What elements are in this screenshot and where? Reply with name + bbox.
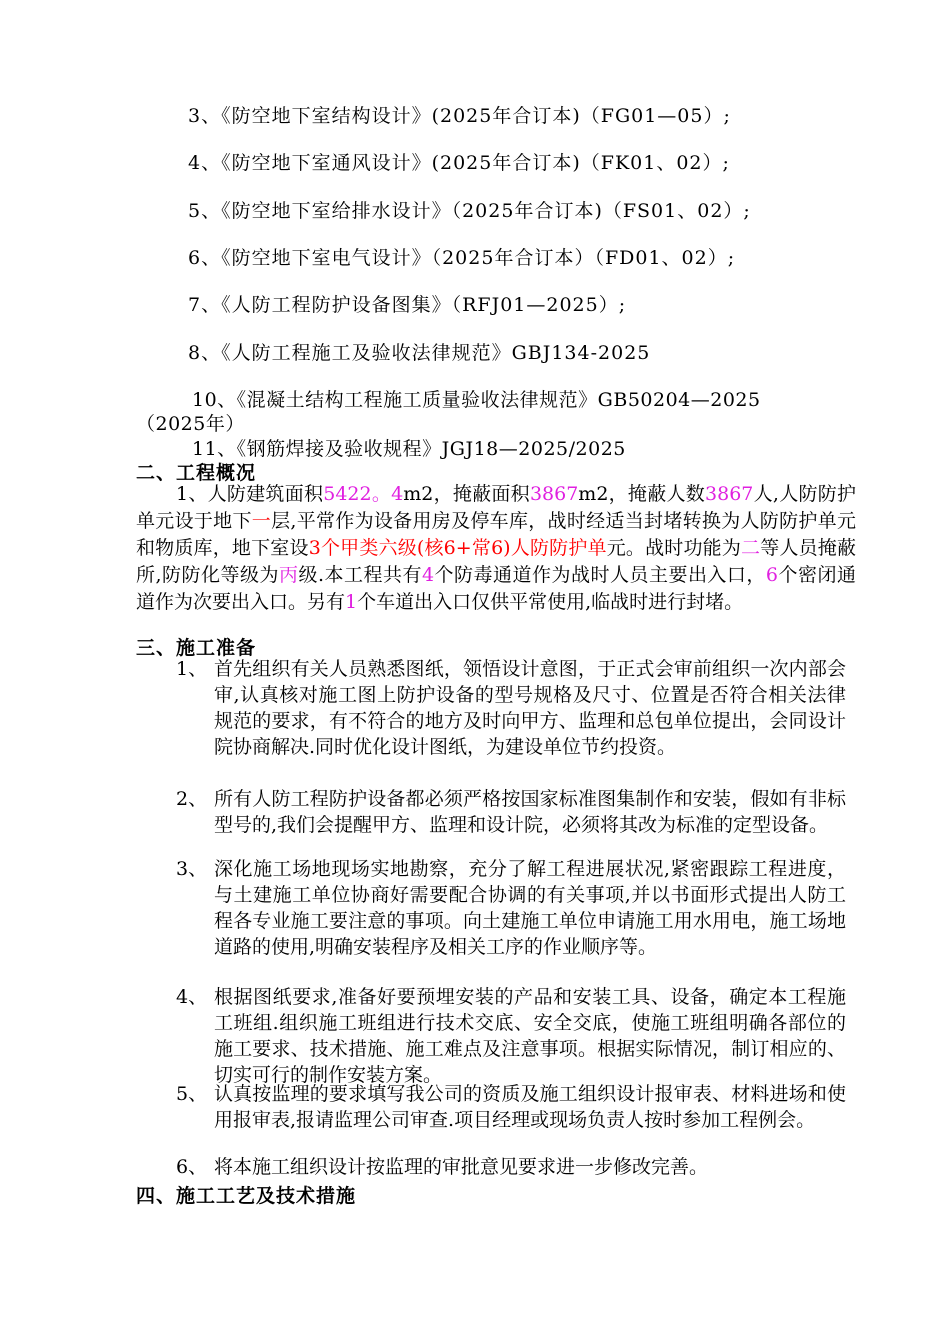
reference-item-6: 6、《防空地下室电气设计》（2025年合订本）（FD01、02）; bbox=[188, 247, 736, 269]
list-item-number: 5、 bbox=[176, 1083, 208, 1105]
value-main-exits: 4 bbox=[421, 564, 435, 586]
value-shelter-class: 二 bbox=[741, 537, 761, 559]
section-heading-overview: 二、工程概况 bbox=[136, 462, 257, 484]
list-item-number: 6、 bbox=[176, 1156, 208, 1178]
section-heading-preparation: 三、施工准备 bbox=[136, 637, 257, 659]
list-item-text: 将本施工组织设计按监理的审批意见要求进一步修改完善。 bbox=[214, 1156, 709, 1178]
list-item-text: 根据图纸要求,准备好要预埋安装的产品和安装工具、设备，确定本工程施工班组.组织施工班组进行技术交底、安全交底，使施工班组明确各部位的施工要求、技术措施、施工难点及注意事项。根据实际情况，制订相应的、切实可行的制作安装方案。 bbox=[214, 986, 846, 1086]
reference-item-8: 8、《人防工程施工及验收法律规范》GBJ134-2025 bbox=[188, 342, 651, 364]
reference-item-11: 11、《钢筋焊接及验收规程》JGJ18—2025/2025 bbox=[192, 438, 626, 460]
reference-item-10-continuation: （2025年） bbox=[136, 413, 245, 435]
value-chemical-grade: 丙 bbox=[278, 564, 299, 586]
value-shelter-people: 3867 bbox=[705, 483, 754, 505]
value-shelter-area: 3867 bbox=[529, 483, 579, 505]
list-item-text: 所有人防工程防护设备都必须严格按国家标准图集制作和安装，假如有非标型号的,我们会提醒甲方、监理和设计院，必须将其改为标准的定型设备。 bbox=[214, 788, 846, 836]
list-item-number: 1、 bbox=[176, 658, 208, 680]
list-item bbox=[176, 1154, 846, 1180]
reference-item-5: 5、《防空地下室给排水设计》（2025年合订本)（FS01、02）; bbox=[188, 200, 751, 222]
list-item-text: 首先组织有关人员熟悉图纸，领悟设计意图，于正式会审前组织一次内部会审,认真核对施工图上防护设备的型号规格及尺寸、位置是否符合相关法律规范的要求，有不符合的地方及时向甲方、监理和总包单位提出，会同设计院协商解决.同时优化设计图纸，为建设单位节约投资。 bbox=[214, 658, 846, 758]
list-item-number: 2、 bbox=[176, 788, 208, 810]
list-item-number: 4、 bbox=[176, 986, 208, 1008]
list-item bbox=[176, 856, 846, 960]
list-item bbox=[176, 1081, 846, 1133]
reference-item-10: 10、《混凝土结构工程施工质量验收法律规范》GB50204—2025 bbox=[192, 389, 761, 411]
value-sealed-passages: 6 bbox=[765, 564, 779, 586]
section-heading-techniques: 四、施工工艺及技术措施 bbox=[136, 1185, 357, 1207]
value-ramp-exits: 1 bbox=[345, 591, 358, 613]
value-protection-units: 3个甲类六级(核6+常6)人防防护单 bbox=[308, 537, 607, 559]
list-item-text: 认真按监理的要求填写我公司的资质及施工组织设计报审表、材料进场和使用报审表,报请监理公司审查.项目经理或现场负责人按时参加工程例会。 bbox=[214, 1083, 846, 1131]
reference-item-4: 4、《防空地下室通风设计》(2025年合订本)（FK01、02）; bbox=[188, 152, 730, 174]
reference-item-3: 3、《防空地下室结构设计》(2025年合订本)（FG01—05）; bbox=[188, 105, 731, 127]
list-item bbox=[176, 786, 846, 838]
list-item bbox=[176, 656, 846, 760]
list-item bbox=[176, 984, 846, 1088]
value-basement-floor: 一 bbox=[251, 510, 272, 532]
overview-paragraph: 1、人防建筑面积5422。4m2，掩蔽面积3867m2，掩蔽人数3867人,人防防护单元设于地下一层,平常作为设备用房及停车库，战时经适当封堵转换为人防防护单元和物质库，地下室设3个甲类六级(核6+常6)人防防护单元。战时功能为二等人员掩蔽所,防防化等级为丙级.本工程共有4个防毒通道作为战时人员主要出入口，6个密闭通道作为次要出入口。另有1个车道出入口仅供平常使用,临战时进行封堵。 bbox=[136, 483, 857, 613]
value-building-area: 5422。4 bbox=[323, 483, 404, 505]
list-item-number: 3、 bbox=[176, 858, 208, 880]
list-item-text: 深化施工场地现场实地勘察，充分了解工程进展状况,紧密跟踪工程进度，与土建施工单位协商好需要配合协调的有关事项,并以书面形式提出人防工程各专业施工要注意的事项。向土建施工单位申请施工用水用电，施工场地道路的使用,明确安装程序及相关工序的作业顺序等。 bbox=[214, 858, 846, 958]
reference-item-7: 7、《人防工程防护设备图集》（RFJ01—2025）; bbox=[188, 294, 627, 316]
